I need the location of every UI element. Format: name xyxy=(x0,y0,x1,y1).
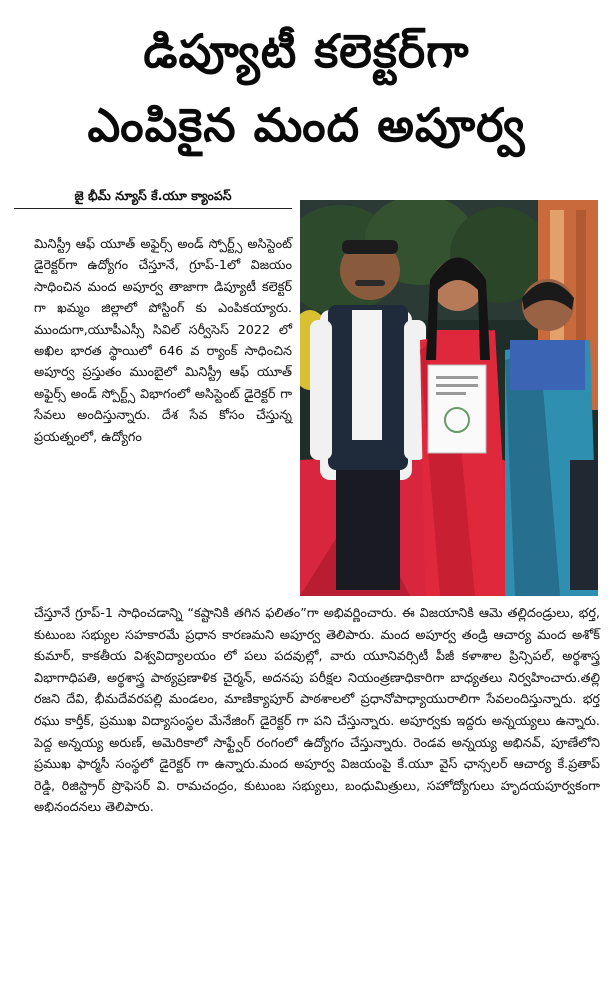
headline-line-1: డిప్యూటీ కలెక్టర్‌గా xyxy=(143,24,470,78)
headline xyxy=(8,14,605,162)
headline-line-2: ఎంపికైన మంద అపూర్వ xyxy=(87,98,526,152)
dateline: జై భీమ్ న్యూస్ కే.యూ క్యాంపస్ xyxy=(74,188,232,203)
article-body-column xyxy=(34,234,292,448)
dateline-block xyxy=(14,186,292,209)
news-photo xyxy=(300,200,598,596)
article-paragraph-2: చేస్తూనే గ్రూప్-1 సాధించడాన్ని “కష్టానికి తగిన ఫలితం”గా అభివర్ణించారు. ఈ విజయానికి ఆమె తల్లిదండ్రులు, భర్త, కుటుంబ సభ్యుల సహకారమే ప్రధాన కారణమని అపూర్వ తెలిపారు. మంద అపూర్వ తండ్రి ఆచార్య మంద అశోక్ కుమార్, కాకతీయ విశ్వవిద్యాలయం లో పలు పదవుల్లో, వారు యూనివర్సిటీ పీజీ కళాశాల ప్రిన్సిపల్, అర్థశాస్త్ర విభాగాధిపతి, అర్థశాస్త్ర పాఠ్యప్రణాళిక చైర్మన్, అదనపు పరీక్షల నియంత్రణాధికారిగా బాధ్యతలు నిర్వహించారు.తల్లి రజని దేవి, భీమదేవరపల్లి మండలం, మాణిక్యాపూర్ పాఠశాలలో ప్రధానోపాధ్యాయురాలిగా సేవలందిస్తున్నారు. భర్త రఘు కార్తీక్, ప్రముఖ విద్యాసంస్థల మేనేజింగ్ డైరెక్టర్ గా పని చేస్తున్నారు. అపూర్వకు ఇద్దరు అన్నయ్యలు ఉన్నారు. పెద్ద అన్నయ్య అరుణ్, అమెరికాలో సాఫ్ట్వేర్ రంగంలో ఉద్యోగం చేస్తున్నారు. రెండవ అన్నయ్య అభినవ్, పూణేలోని ప్రముఖ ఫార్మసీ సంస్థలో డైరెక్టర్ గా ఉన్నారు.మంద అపూర్వ విజయంపై కే.యూ వైస్ ఛాన్సలర్ ఆచార్య కే.ప్రతాప్ రెడ్డి, రిజిస్ట్రార్ ప్రొఫెసర్ వి. రామచంద్రం, కుటుంబ సభ్యులు, బంధుమిత్రులు, సహోద్యోగులు హృదయపూర్వకంగా అభినందనలు తెలిపారు. xyxy=(34,606,600,816)
dateline-rule xyxy=(14,208,292,209)
article-paragraph-1: మినిస్ట్రీ ఆఫ్ యూత్ అఫైర్స్ అండ్ స్పోర్ట్స్ అసిస్టెంట్ డైరెక్టర్‌గా ఉద్యోగం చేస్తూనే, గ్రూప్-1లో విజయం సాధించిన మంద అపూర్వ తాజాగా డిప్యూటీ కలెక్టర్ గా ఖమ్మం జిల్లాలో పోస్టింగ్ కు ఎంపికయ్యారు. ముందుగా,యూపీఎస్సీ సివిల్ సర్వీసెస్ 2022 లో అఖిల భారత స్థాయిలో 646 వ ర్యాంక్ సాధించిన అపూర్వ ప్రస్తుతం ముంబైలో మినిస్ట్రీ ఆఫ్ యూత్ అఫైర్స్ అండ్ స్పోర్ట్స్ విభాగంలో అసిస్టెంట్ డైరెక్టర్ గా సేవలు అందిస్తున్నారు. దేశ సేవ కోసం చేస్తున్న ప్రయత్నంలో, ఉద్యోగం xyxy=(34,237,292,445)
photo-icon xyxy=(300,200,598,596)
article-body-full xyxy=(34,603,600,819)
